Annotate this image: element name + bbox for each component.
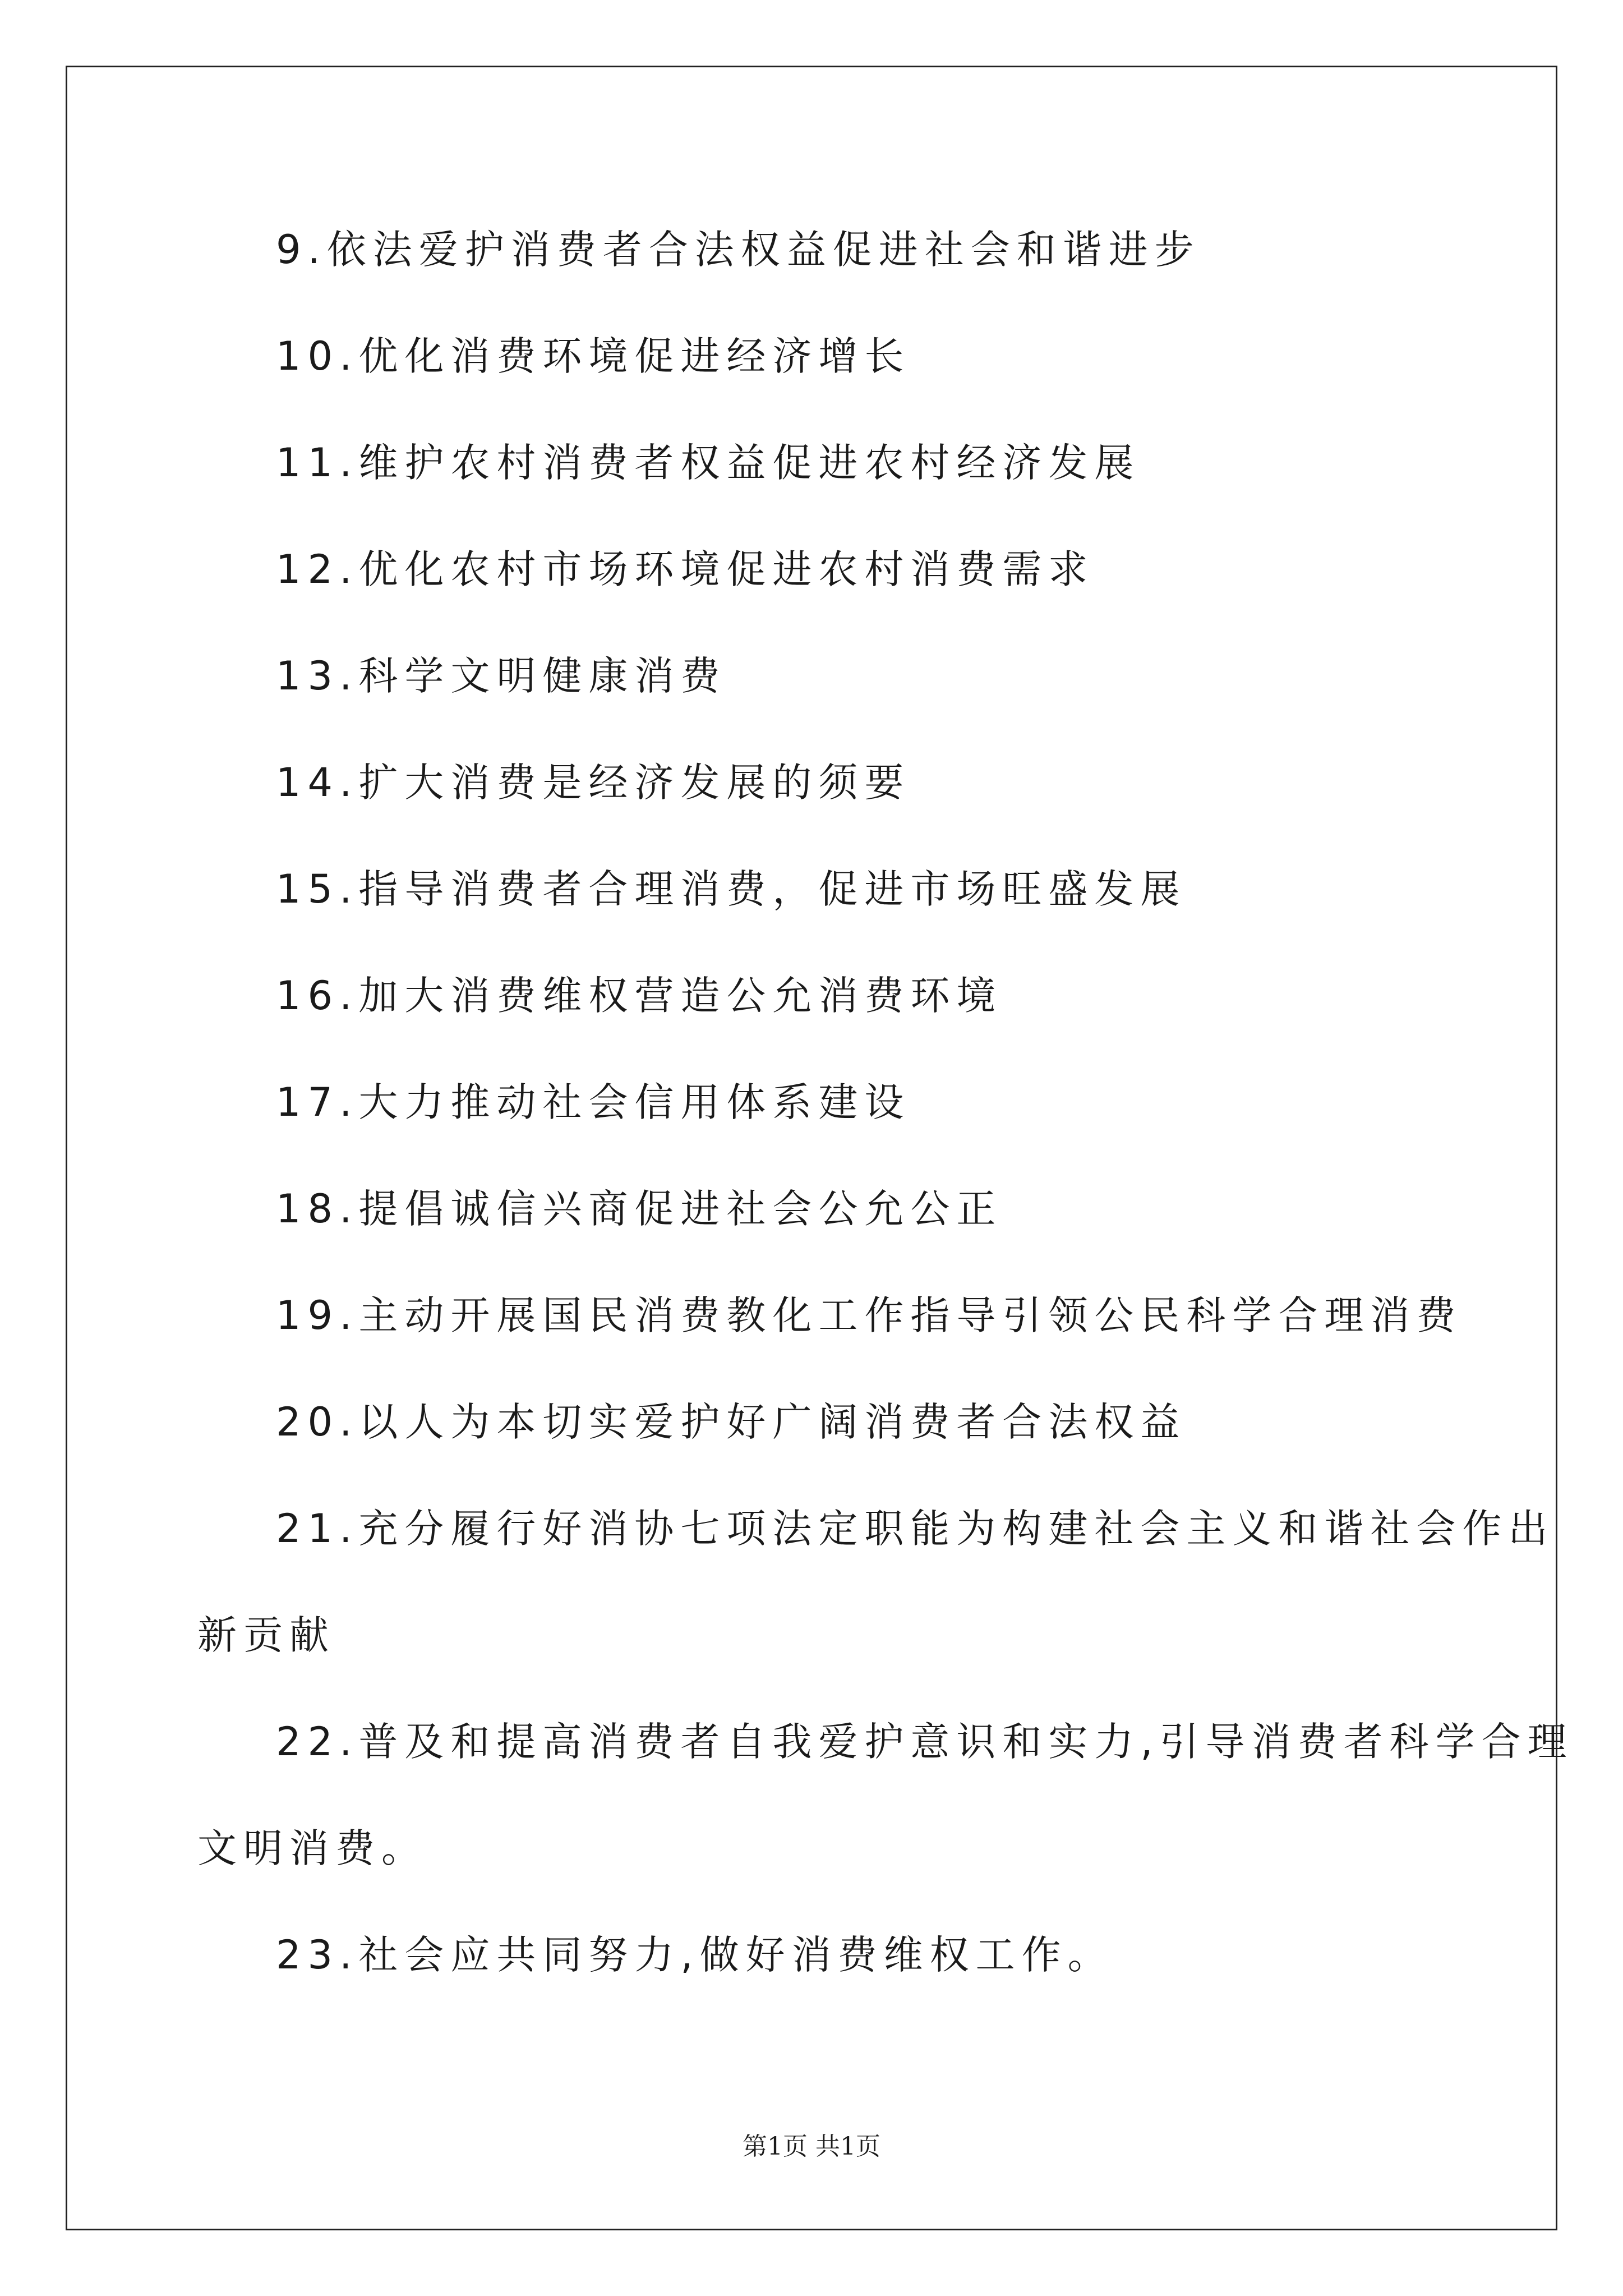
list-item: 19.主动开展国民消费教化工作指导引领公民科学合理消费 (276, 1292, 1463, 1338)
list-item-continuation: 新贡献 (197, 1612, 335, 1658)
list-item: 20.以人为本切实爱护好广阔消费者合法权益 (276, 1399, 1187, 1445)
list-item: 13.科学文明健康消费 (276, 653, 727, 699)
list-item: 23.社会应共同努力,做好消费维权工作。 (276, 1932, 1114, 1978)
list-item: 14.扩大消费是经济发展的须要 (276, 760, 911, 806)
list-item: 21.充分履行好消协七项法定职能为构建社会主义和谐社会作出 (276, 1506, 1555, 1552)
page-border (66, 66, 1557, 2230)
page-number-footer: 第1页 共1页 (743, 2132, 880, 2161)
list-item: 22.普及和提高消费者自我爱护意识和实力,引导消费者科学合理 (276, 1719, 1574, 1765)
list-item: 9.依法爱护消费者合法权益促进社会和谐进步 (276, 227, 1201, 273)
list-item: 12.优化农村市场环境促进农村消费需求 (276, 546, 1095, 592)
list-item: 10.优化消费环境促进经济增长 (276, 333, 911, 379)
list-item: 18.提倡诚信兴商促进社会公允公正 (276, 1186, 1003, 1232)
list-item: 11.维护农村消费者权益促进农村经济发展 (276, 440, 1141, 486)
list-item: 15.指导消费者合理消费，促进市场旺盛发展 (276, 866, 1187, 912)
list-item-continuation: 文明消费。 (197, 1825, 427, 1871)
list-item: 17.大力推动社会信用体系建设 (276, 1079, 911, 1125)
list-item: 16.加大消费维权营造公允消费环境 (276, 973, 1003, 1019)
